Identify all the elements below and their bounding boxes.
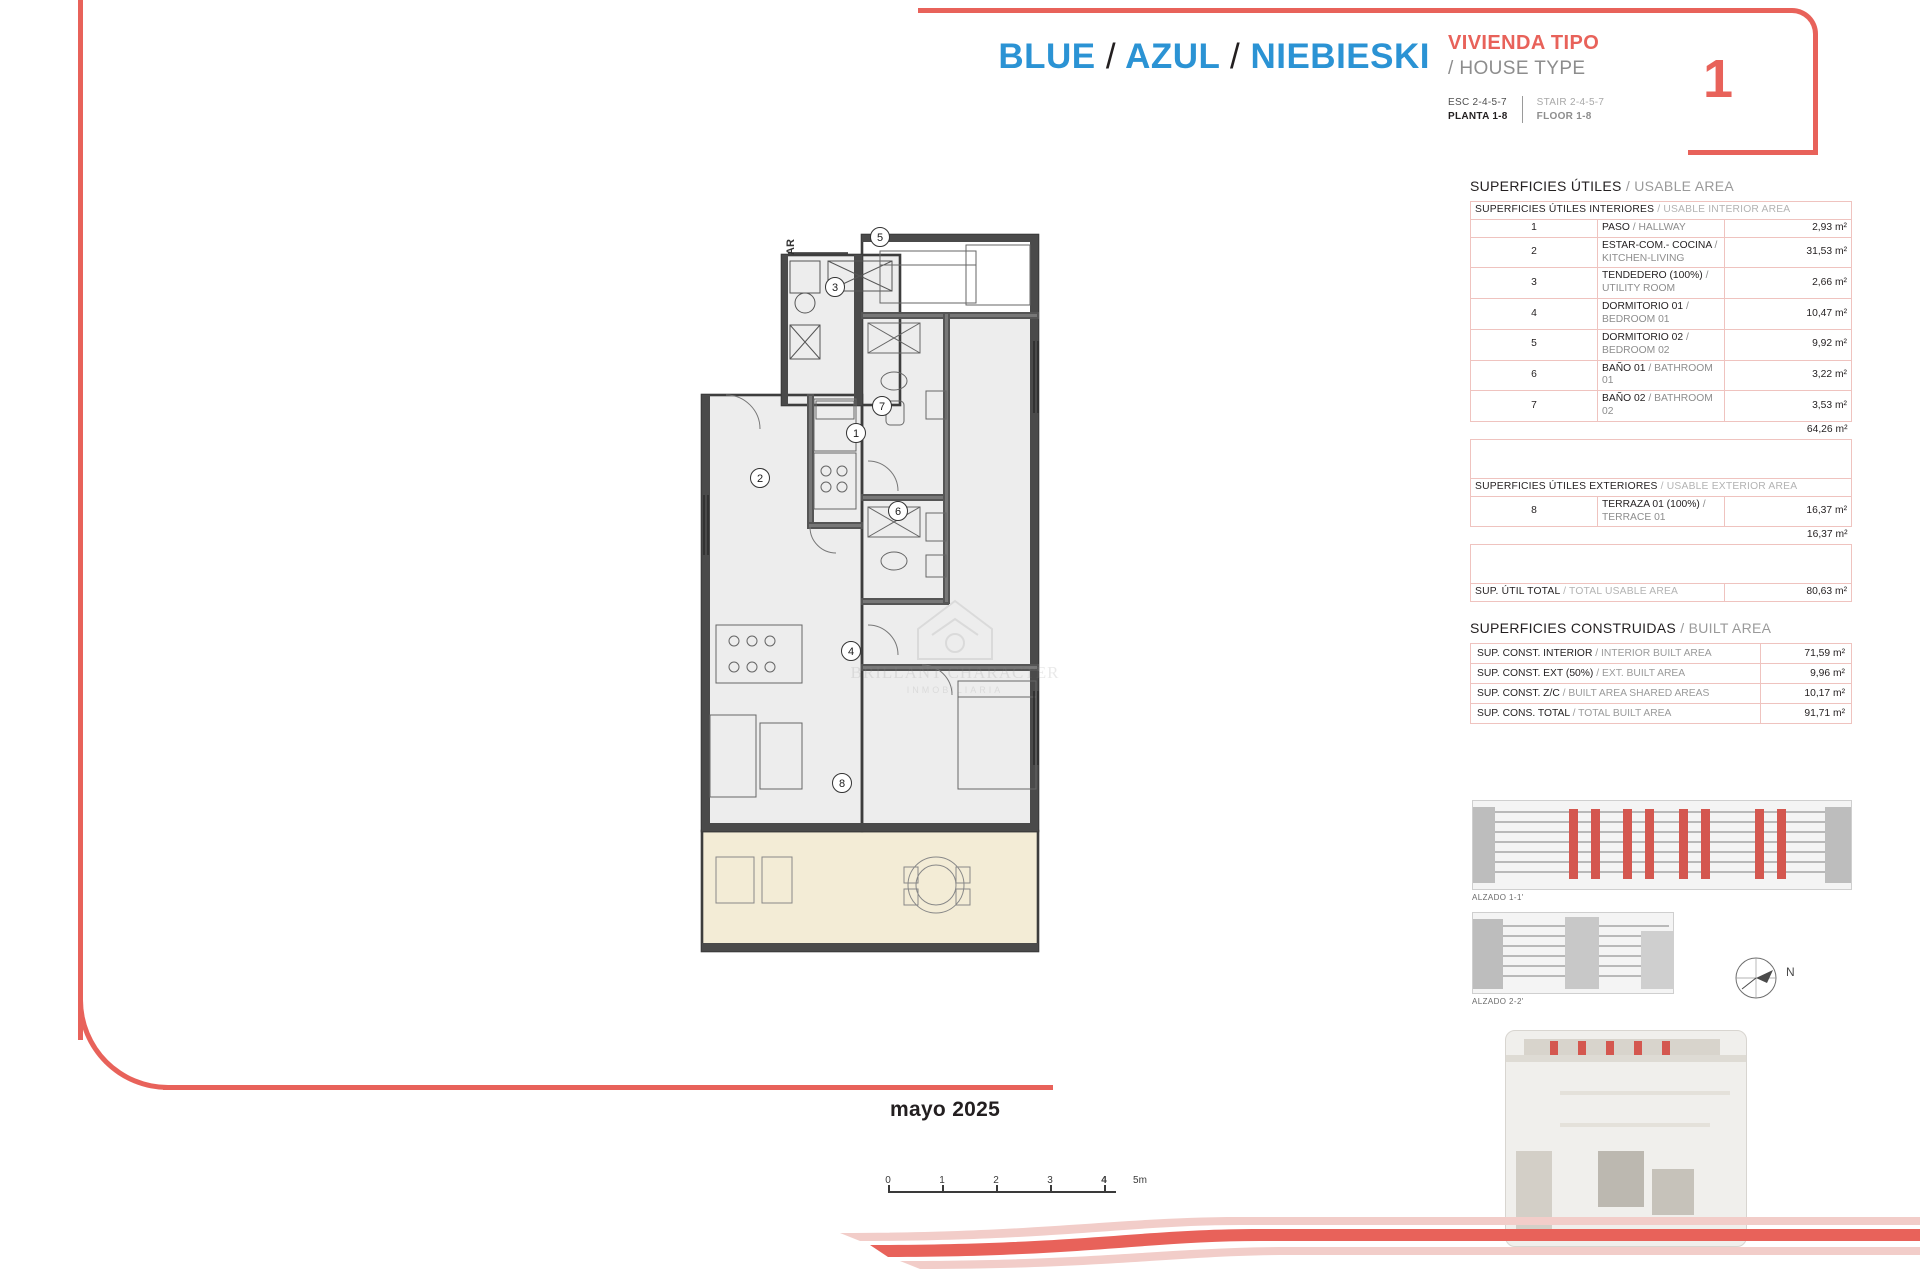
usable-area-title-es: SUPERFICIES ÚTILES (1470, 178, 1622, 194)
room-marker-8 (833, 774, 852, 793)
row-number: 3 (1471, 268, 1598, 299)
row-value: 91,71 m² (1761, 704, 1852, 724)
floor-es: PLANTA 1-8 (1448, 110, 1508, 122)
table-row (1471, 268, 1852, 299)
row-label-es: SUP. CONST. Z/C (1477, 688, 1560, 700)
svg-text:5: 5 (876, 232, 884, 244)
plan-date: mayo 2025 (890, 1098, 1001, 1121)
built-area-title-en: / BUILT AREA (1680, 620, 1772, 637)
table-header-row (1471, 478, 1852, 496)
scale-label-2: 2 (993, 1175, 999, 1186)
table-row (1471, 684, 1852, 704)
usable-area-title-en: / USABLE AREA (1625, 178, 1735, 194)
appliance-label: AR (785, 239, 797, 255)
interior-total-value: 64,26 m² (1725, 422, 1852, 440)
svg-text:3: 3 (831, 282, 839, 294)
built-area-title-es: SUPERFICIES CONSTRUIDAS (1470, 620, 1677, 637)
table-spacer-2 (1471, 545, 1852, 584)
row-label-en: / INTERIOR BUILT AREA (1595, 648, 1712, 660)
table-row (1471, 237, 1852, 268)
svg-text:7: 7 (878, 401, 886, 413)
row-label-es: BAÑO 01 (1602, 362, 1646, 374)
terrace-fill (702, 831, 1038, 951)
row-value: 10,47 m² (1725, 299, 1852, 330)
row-label-en: / UTILITY ROOM (1602, 270, 1709, 295)
usable-area-title (1470, 178, 1852, 194)
usable-total-label-en: / TOTAL USABLE AREA (1563, 586, 1679, 598)
stair-floor-es (1448, 96, 1522, 123)
bottom-swoosh-decoration (840, 1215, 1920, 1277)
row-label (1598, 237, 1725, 268)
title-blue: BLUE (998, 37, 1096, 76)
frame-left-line (78, 0, 83, 1040)
row-label (1598, 268, 1725, 299)
stair-es: ESC 2-4-5-7 (1448, 97, 1507, 108)
row-label-en: / TERRACE 01 (1602, 498, 1706, 523)
row-label (1471, 664, 1761, 684)
elevation-1-label: ALZADO 1-1' (1472, 893, 1524, 902)
scale-tick-2 (996, 1185, 998, 1193)
title-niebieski: NIEBIESKI (1250, 37, 1430, 76)
row-label (1471, 704, 1761, 724)
room-marker-2 (751, 469, 770, 488)
row-label-es: TERRAZA 01 (100%) (1602, 498, 1700, 510)
room-marker-4 (842, 642, 861, 661)
house-type-block (1448, 32, 1688, 80)
row-label-en: / HALLWAY (1632, 221, 1686, 233)
table-row (1471, 644, 1852, 664)
interior-total-row (1471, 422, 1852, 440)
house-type-number: 1 (1703, 49, 1734, 109)
row-label-es: BAÑO 02 (1602, 393, 1646, 405)
row-number: 8 (1471, 496, 1598, 527)
row-label-en: / BATHROOM 02 (1602, 393, 1713, 418)
elevation-1-image (1472, 800, 1852, 890)
table-row (1471, 360, 1852, 391)
exterior-total-value: 16,37 m² (1725, 527, 1852, 545)
row-label-es: SUP. CONST. INTERIOR (1477, 648, 1593, 660)
built-area-title (1470, 620, 1852, 636)
row-label (1598, 219, 1725, 237)
elevation-1-bars (1473, 801, 1851, 889)
title-sep-2: / (1229, 37, 1241, 76)
row-number: 1 (1471, 219, 1598, 237)
usable-total-label (1471, 584, 1725, 602)
usable-total-label-es: SUP. ÚTIL TOTAL (1475, 586, 1561, 598)
house-type-label-es: VIVIENDA TIPO (1448, 32, 1600, 54)
row-label (1598, 391, 1725, 422)
row-number: 7 (1471, 391, 1598, 422)
stair-floor-en (1522, 96, 1619, 123)
header (925, 32, 1805, 142)
row-value: 9,96 m² (1761, 664, 1852, 684)
room-marker-1 (847, 424, 866, 443)
row-label (1598, 496, 1725, 527)
svg-text:6: 6 (894, 506, 902, 518)
row-label-es: DORMITORIO 02 (1602, 331, 1684, 343)
usable-interior-table (1470, 201, 1852, 602)
stair-floor-info (1448, 96, 1618, 123)
row-label-es: TENDEDERO (100%) (1602, 270, 1703, 282)
row-number: 2 (1471, 237, 1598, 268)
row-label-en: / EXT. BUILT AREA (1596, 668, 1686, 680)
scale-tick-4 (1104, 1185, 1106, 1193)
table-row (1471, 219, 1852, 237)
row-label-es: PASO (1602, 221, 1630, 233)
row-value: 2,66 m² (1725, 268, 1852, 299)
row-value: 71,59 m² (1761, 644, 1852, 664)
row-label-es: SUP. CONST. EXT (50%) (1477, 668, 1594, 680)
elevation-2-bars (1473, 913, 1673, 993)
built-area-table (1470, 643, 1852, 724)
floor-en: FLOOR 1-8 (1536, 110, 1592, 122)
elevation-2-label: ALZADO 2-2' (1472, 997, 1524, 1006)
scale-label-1: 1 (939, 1175, 945, 1186)
row-value: 10,17 m² (1761, 684, 1852, 704)
room-marker-6 (889, 502, 908, 521)
scale-bar (885, 1175, 1158, 1205)
room-marker-5 (871, 228, 890, 247)
row-label (1598, 329, 1725, 360)
floor-plan-drawing (690, 195, 1090, 1025)
scale-label-0: 0 (885, 1175, 891, 1186)
row-label-en: / BUILT AREA SHARED AREAS (1562, 688, 1710, 700)
page-title (925, 37, 1430, 77)
row-label-en: / KITCHEN-LIVING (1602, 239, 1718, 264)
scale-tick-1 (942, 1185, 944, 1193)
row-value: 3,53 m² (1725, 391, 1852, 422)
row-label (1598, 360, 1725, 391)
row-label-en: / BEDROOM 01 (1602, 301, 1689, 326)
frame-left-curve (78, 1000, 168, 1090)
usable-exterior-header-es: SUPERFICIES ÚTILES EXTERIORES (1475, 480, 1658, 492)
compass-rose (1733, 955, 1779, 1001)
area-tables (1470, 178, 1852, 724)
room-marker-3 (826, 278, 845, 297)
row-label-en: / TOTAL BUILT AREA (1572, 708, 1672, 720)
scale-tick-0 (888, 1185, 890, 1193)
row-label (1598, 299, 1725, 330)
table-spacer (1471, 439, 1852, 478)
row-value: 3,22 m² (1725, 360, 1852, 391)
scale-label-4: 4 (1101, 1175, 1107, 1186)
usable-interior-header (1471, 202, 1852, 220)
elevation-2-image (1472, 912, 1674, 994)
title-sep-1: / (1105, 37, 1117, 76)
scale-unit-label: 5m (1133, 1175, 1147, 1186)
usable-exterior-header (1471, 478, 1852, 496)
row-label-es: SUP. CONS. TOTAL (1477, 708, 1570, 720)
row-value: 31,53 m² (1725, 237, 1852, 268)
row-label-en: / BEDROOM 02 (1602, 331, 1689, 356)
exterior-total-row (1471, 527, 1852, 545)
room-marker-7 (873, 397, 892, 416)
frame-bottom-line (163, 1085, 1053, 1090)
svg-text:2: 2 (756, 473, 764, 485)
usable-total-row (1471, 584, 1852, 602)
table-row (1471, 664, 1852, 684)
house-type-label-en: / HOUSE TYPE (1448, 58, 1586, 79)
table-row (1471, 704, 1852, 724)
table-row (1471, 329, 1852, 360)
title-azul: AZUL (1125, 37, 1220, 76)
usable-exterior-header-en: / USABLE EXTERIOR AREA (1660, 480, 1798, 492)
row-number: 5 (1471, 329, 1598, 360)
plan-floor-fill (702, 255, 1038, 831)
svg-text:8: 8 (838, 778, 846, 790)
table-header-row (1471, 202, 1852, 220)
row-value: 9,92 m² (1725, 329, 1852, 360)
usable-interior-header-es: SUPERFICIES ÚTILES INTERIORES (1475, 204, 1655, 215)
stair-en: STAIR 2-4-5-7 (1536, 97, 1605, 108)
table-row (1471, 391, 1852, 422)
svg-text:4: 4 (847, 646, 855, 658)
compass-north-label: N (1786, 965, 1795, 979)
table-row (1471, 299, 1852, 330)
usable-total-value: 80,63 m² (1725, 584, 1852, 602)
scale-line (888, 1191, 1116, 1193)
usable-interior-header-en: / USABLE INTERIOR AREA (1657, 204, 1791, 215)
row-label (1471, 684, 1761, 704)
scale-label-3: 3 (1047, 1175, 1053, 1186)
row-value: 2,93 m² (1725, 219, 1852, 237)
row-number: 4 (1471, 299, 1598, 330)
row-label-es: DORMITORIO 01 (1602, 301, 1684, 313)
row-number: 6 (1471, 360, 1598, 391)
scale-tick-3 (1050, 1185, 1052, 1193)
row-label-en: / BATHROOM 01 (1602, 362, 1713, 387)
svg-text:1: 1 (852, 428, 860, 440)
row-label-es: ESTAR-COM.- COCINA (1602, 239, 1712, 251)
row-value: 16,37 m² (1725, 496, 1852, 527)
row-label (1471, 644, 1761, 664)
table-row (1471, 496, 1852, 527)
bedroom-02-furniture (880, 245, 1030, 305)
